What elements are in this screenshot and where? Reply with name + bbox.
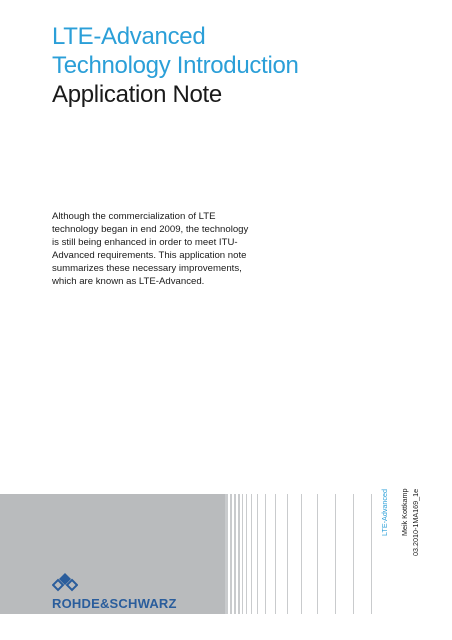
- stripe: [251, 494, 252, 614]
- stripe: [301, 494, 302, 614]
- stripe: [317, 494, 318, 614]
- abstract-text: Although the commercialization of LTE technology began in end 2009, the technology is still being enhanced in order to meet ITU-Advanced requirements. This application note summarizes these necessary improvements, which are known as LTE-Advanced.: [52, 211, 249, 287]
- stripe: [225, 494, 228, 614]
- stripe: [234, 494, 236, 614]
- sidebar-doc-id: 03.2010-1MA169_1e: [411, 488, 420, 556]
- stripe: [242, 494, 243, 614]
- stripe-pattern: [225, 494, 375, 614]
- title-line-1: LTE-Advanced: [52, 23, 206, 50]
- stripe: [246, 494, 247, 614]
- document-type: Application Note: [52, 81, 222, 108]
- stripe: [230, 494, 232, 614]
- title-block: [52, 22, 299, 109]
- stripe: [265, 494, 266, 614]
- rohde-schwarz-diamond-logo-icon: [52, 572, 78, 594]
- stripe: [275, 494, 276, 614]
- title-line-2: Technology Introduction: [52, 52, 299, 79]
- stripe: [238, 494, 240, 614]
- stripe: [287, 494, 288, 614]
- footer-band: [0, 488, 452, 640]
- stripe: [353, 494, 354, 614]
- stripe: [335, 494, 336, 614]
- stripe: [371, 494, 372, 614]
- sidebar-topic: LTE-Advanced: [380, 488, 389, 536]
- brand-name: ROHDE&SCHWARZ: [52, 596, 177, 611]
- sidebar-author: Meik Kottkamp: [400, 488, 409, 536]
- stripe: [257, 494, 258, 614]
